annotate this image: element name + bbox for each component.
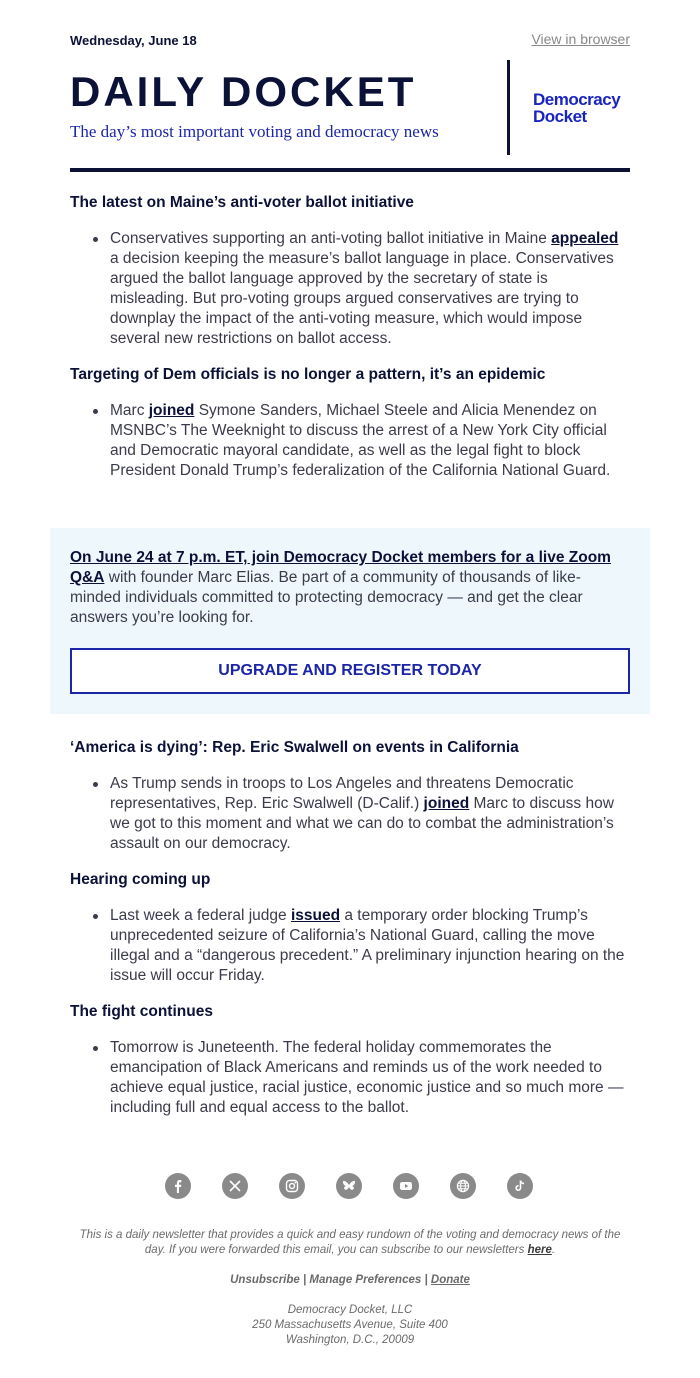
news-section-swalwell — [70, 738, 630, 854]
newsletter-title: DAILY DOCKET — [70, 68, 417, 115]
upgrade-register-button[interactable]: UPGRADE AND REGISTER TODAY — [70, 648, 630, 694]
address-line-1: 250 Massachusetts Avenue, Suite 400 — [252, 1319, 448, 1331]
newsletter-tagline: The day’s most important voting and democracy news — [70, 122, 439, 141]
section-title: The latest on Maine’s anti-voter ballot initiative — [70, 194, 414, 211]
article-link[interactable]: joined — [148, 402, 195, 419]
item-text: Tomorrow is Juneteenth. The federal holiday commemorates the emancipation of Black Americans and reminds us of the work needed to achieve equal justice, racial justice, economic justice and so much more — including full and equal access to the ballot. — [110, 1039, 624, 1116]
item-text: Symone Sanders, Michael Steele and Alicia Menendez on MSNBC’s The Weeknight to discuss the arrest of a New York City official and Democratic mayoral candidate, as well as the legal fight to block President Donald Trump’s federalization of the California National Guard. — [110, 402, 611, 479]
list-item — [70, 1038, 630, 1118]
footer-disclaimer — [70, 1228, 630, 1258]
issue-date: Wednesday, June 18 — [70, 33, 197, 48]
news-section-maine — [70, 193, 630, 349]
list-item — [70, 774, 630, 854]
section-title: Targeting of Dem officials is no longer a pattern, it’s an epidemic — [70, 366, 546, 383]
social-links — [165, 1173, 535, 1199]
item-text: Marc to discuss how we got to this moment and what we can do to combat the administration’s assault on our democracy. — [110, 795, 614, 852]
separator: | — [299, 1274, 310, 1286]
item-text: Conservatives supporting an anti-voting ballot initiative in Maine — [110, 230, 552, 247]
logo-line-2: Docket — [533, 107, 587, 126]
bluesky-icon[interactable] — [336, 1173, 362, 1199]
tiktok-icon[interactable] — [507, 1173, 533, 1199]
section-title: The fight continues — [70, 1003, 213, 1020]
x-icon[interactable] — [222, 1173, 248, 1199]
promo-text — [70, 548, 630, 628]
top-bar — [70, 30, 630, 50]
item-text: a decision keeping the measure’s ballot language in place. Conservatives argued the ballot language approved by the secretary of state is misleading. But pro-voting groups argued conservatives are trying to downplay the impact of the anti-voting measure, which would impose several new restrictions on ballot access. — [110, 250, 614, 347]
address-line-2: Washington, D.C., 20009 — [285, 1334, 415, 1346]
list-item — [70, 401, 630, 481]
donate-link[interactable]: Donate — [430, 1274, 470, 1286]
website-icon[interactable] — [450, 1173, 476, 1199]
footer-address — [70, 1303, 630, 1348]
news-section-juneteenth — [70, 1002, 630, 1118]
promo-box — [50, 528, 650, 714]
item-text: As Trump sends in troops to Los Angeles and threatens Democratic representatives, Rep. Eric Swalwell (D-Calif.) — [110, 775, 574, 812]
article-link[interactable]: joined — [423, 795, 470, 812]
view-in-browser-link[interactable]: View in browser — [531, 31, 630, 47]
masthead-divider — [507, 60, 510, 155]
separator: | — [421, 1274, 431, 1286]
subscribe-here-link[interactable]: here — [527, 1244, 552, 1256]
news-section-hearing — [70, 870, 630, 986]
disclaimer-period: . — [551, 1244, 556, 1256]
list-item — [70, 906, 630, 986]
item-text: Last week a federal judge — [110, 907, 291, 924]
news-section-dem-officials — [70, 365, 630, 481]
manage-preferences-link[interactable]: Manage Preferences — [309, 1274, 422, 1286]
logo-line-1: Democracy — [533, 90, 621, 109]
footer-links — [70, 1273, 630, 1288]
zoom-qa-link[interactable]: On June 24 at 7 p.m. ET, join Democracy Docket members for a live Zoom Q&A — [70, 549, 611, 586]
article-link[interactable]: appealed — [551, 230, 619, 247]
promo-body: with founder Marc Elias. Be part of a community of thousands of like-minded individuals committed to protecting democracy — and get the clear answers you’re looking for. — [70, 569, 583, 626]
article-link[interactable]: issued — [290, 907, 341, 924]
instagram-icon[interactable] — [279, 1173, 305, 1199]
disclaimer-text: This is a daily newsletter that provides a quick and easy rundown of the voting and democracy news of the day. If you were forwarded this email, you can subscribe to our newsletters — [79, 1229, 621, 1256]
list-item — [70, 229, 630, 349]
facebook-icon[interactable] — [165, 1173, 191, 1199]
section-title: Hearing coming up — [70, 871, 211, 888]
democracy-docket-logo[interactable] — [533, 91, 620, 125]
masthead — [70, 60, 630, 172]
company-name: Democracy Docket, LLC — [287, 1304, 413, 1316]
section-title: ‘America is dying’: Rep. Eric Swalwell on events in California — [70, 739, 519, 756]
youtube-icon[interactable] — [393, 1173, 419, 1199]
item-text: Marc — [110, 402, 149, 419]
item-text: a temporary order blocking Trump’s unprecedented seizure of California’s National Guard, calling the move illegal and a “dangerous precedent.” A preliminary injunction hearing on the issue will occur Friday. — [110, 907, 625, 984]
unsubscribe-link[interactable]: Unsubscribe — [230, 1274, 300, 1286]
